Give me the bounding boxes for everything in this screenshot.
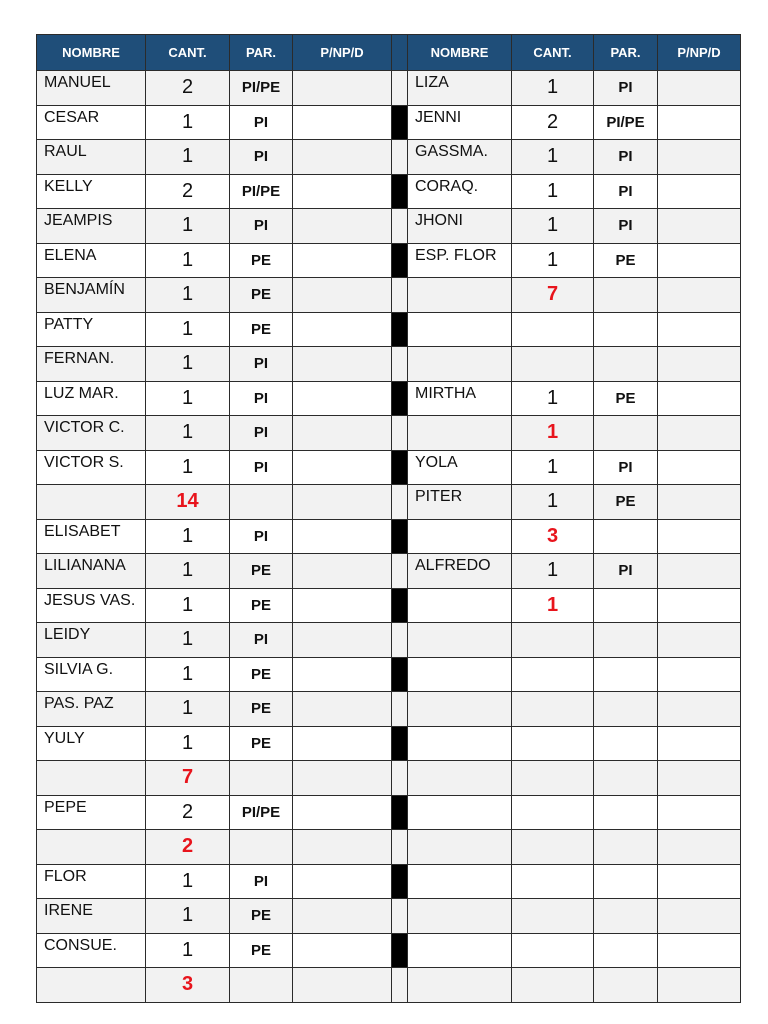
par-cell-right: PI bbox=[594, 140, 658, 175]
name-cell-right bbox=[408, 761, 512, 796]
par-cell-right bbox=[594, 899, 658, 934]
pnpd-cell-left bbox=[293, 864, 392, 899]
par-cell-left: PI bbox=[230, 381, 293, 416]
par-cell-left: PE bbox=[230, 243, 293, 278]
cant-cell-left: 1 bbox=[146, 899, 230, 934]
name-cell-left bbox=[37, 830, 146, 865]
cant-cell-right bbox=[512, 830, 594, 865]
par-cell-left: PE bbox=[230, 899, 293, 934]
par-cell-right bbox=[594, 692, 658, 727]
name-cell-right: LIZA bbox=[408, 71, 512, 106]
separator-cell bbox=[392, 554, 408, 589]
par-cell-right: PI bbox=[594, 209, 658, 244]
table-row bbox=[37, 105, 741, 140]
separator-cell bbox=[392, 692, 408, 727]
name-cell-right bbox=[408, 347, 512, 382]
pnpd-cell-left bbox=[293, 726, 392, 761]
cant-cell-right bbox=[512, 347, 594, 382]
par-cell-left: PE bbox=[230, 588, 293, 623]
name-cell-right: GASSMA. bbox=[408, 140, 512, 175]
header-name-left: NOMBRE bbox=[37, 35, 146, 71]
pnpd-cell-left bbox=[293, 795, 392, 830]
table-row bbox=[37, 174, 741, 209]
name-cell-left: FLOR bbox=[37, 864, 146, 899]
cant-cell-right: 1 bbox=[512, 140, 594, 175]
par-cell-right: PI bbox=[594, 554, 658, 589]
par-cell-right bbox=[594, 278, 658, 313]
table-row bbox=[37, 278, 741, 313]
pnpd-cell-left bbox=[293, 519, 392, 554]
name-cell-right bbox=[408, 312, 512, 347]
header-par-left: PAR. bbox=[230, 35, 293, 71]
name-cell-right: YOLA bbox=[408, 450, 512, 485]
cant-cell-right: 1 bbox=[512, 554, 594, 589]
par-cell-right bbox=[594, 795, 658, 830]
separator-cell bbox=[392, 588, 408, 623]
table-row bbox=[37, 554, 741, 589]
par-cell-right bbox=[594, 588, 658, 623]
name-cell-right bbox=[408, 968, 512, 1003]
cant-cell-left: 1 bbox=[146, 726, 230, 761]
cant-cell-right: 1 bbox=[512, 485, 594, 520]
par-cell-left: PI bbox=[230, 209, 293, 244]
pnpd-cell-right bbox=[658, 347, 741, 382]
name-cell-left: IRENE bbox=[37, 899, 146, 934]
pnpd-cell-left bbox=[293, 209, 392, 244]
header-pnpd-right: P/NP/D bbox=[658, 35, 741, 71]
separator-cell bbox=[392, 312, 408, 347]
separator-cell bbox=[392, 485, 408, 520]
pnpd-cell-right bbox=[658, 692, 741, 727]
separator-cell bbox=[392, 864, 408, 899]
pnpd-cell-left bbox=[293, 347, 392, 382]
cant-cell-right bbox=[512, 726, 594, 761]
par-cell-right: PE bbox=[594, 485, 658, 520]
par-cell-left: PE bbox=[230, 933, 293, 968]
pnpd-cell-right bbox=[658, 968, 741, 1003]
name-cell-right: PITER bbox=[408, 485, 512, 520]
name-cell-right bbox=[408, 278, 512, 313]
par-cell-left: PI bbox=[230, 347, 293, 382]
par-cell-left: PI bbox=[230, 416, 293, 451]
subtotal-cell-right: 1 bbox=[512, 588, 594, 623]
name-cell-right bbox=[408, 657, 512, 692]
name-cell-right bbox=[408, 588, 512, 623]
attendance-sheet-table bbox=[36, 34, 741, 1003]
table-row bbox=[37, 761, 741, 796]
par-cell-left: PI bbox=[230, 450, 293, 485]
name-cell-left: ELENA bbox=[37, 243, 146, 278]
name-cell-left: CESAR bbox=[37, 105, 146, 140]
cant-cell-right bbox=[512, 899, 594, 934]
cant-cell-left: 1 bbox=[146, 243, 230, 278]
pnpd-cell-right bbox=[658, 519, 741, 554]
header-par-right: PAR. bbox=[594, 35, 658, 71]
table-row bbox=[37, 933, 741, 968]
pnpd-cell-left bbox=[293, 243, 392, 278]
par-cell-right: PE bbox=[594, 381, 658, 416]
name-cell-left: LILIANANA bbox=[37, 554, 146, 589]
header-cant-left: CANT. bbox=[146, 35, 230, 71]
name-cell-left bbox=[37, 968, 146, 1003]
cant-cell-right bbox=[512, 692, 594, 727]
pnpd-cell-right bbox=[658, 554, 741, 589]
table-row bbox=[37, 416, 741, 451]
cant-cell-right bbox=[512, 761, 594, 796]
par-cell-left: PI bbox=[230, 105, 293, 140]
name-cell-right: JENNI bbox=[408, 105, 512, 140]
separator-cell bbox=[392, 105, 408, 140]
separator-cell bbox=[392, 899, 408, 934]
table-row bbox=[37, 71, 741, 106]
table-row bbox=[37, 485, 741, 520]
par-cell-right bbox=[594, 830, 658, 865]
par-cell-left: PE bbox=[230, 278, 293, 313]
par-cell-right bbox=[594, 347, 658, 382]
cant-cell-left: 1 bbox=[146, 864, 230, 899]
par-cell-right bbox=[594, 864, 658, 899]
name-cell-left: LEIDY bbox=[37, 623, 146, 658]
cant-cell-left: 1 bbox=[146, 519, 230, 554]
cant-cell-left: 2 bbox=[146, 71, 230, 106]
table-row bbox=[37, 140, 741, 175]
pnpd-cell-right bbox=[658, 105, 741, 140]
name-cell-right bbox=[408, 795, 512, 830]
par-cell-right: PI/PE bbox=[594, 105, 658, 140]
cant-cell-right: 1 bbox=[512, 209, 594, 244]
name-cell-right bbox=[408, 899, 512, 934]
name-cell-right bbox=[408, 726, 512, 761]
name-cell-left: ELISABET bbox=[37, 519, 146, 554]
cant-cell-left: 1 bbox=[146, 623, 230, 658]
name-cell-left: JESUS VAS. bbox=[37, 588, 146, 623]
pnpd-cell-left bbox=[293, 761, 392, 796]
cant-cell-left: 1 bbox=[146, 140, 230, 175]
pnpd-cell-left bbox=[293, 588, 392, 623]
name-cell-left: YULY bbox=[37, 726, 146, 761]
par-cell-right bbox=[594, 519, 658, 554]
separator-cell bbox=[392, 519, 408, 554]
name-cell-right: ESP. FLOR bbox=[408, 243, 512, 278]
par-cell-right: PI bbox=[594, 174, 658, 209]
pnpd-cell-right bbox=[658, 140, 741, 175]
par-cell-left bbox=[230, 485, 293, 520]
pnpd-cell-left bbox=[293, 140, 392, 175]
par-cell-right bbox=[594, 623, 658, 658]
header-name-right: NOMBRE bbox=[408, 35, 512, 71]
separator-cell bbox=[392, 140, 408, 175]
cant-cell-left: 1 bbox=[146, 381, 230, 416]
par-cell-left: PE bbox=[230, 657, 293, 692]
separator-cell bbox=[392, 933, 408, 968]
separator-cell bbox=[392, 381, 408, 416]
subtotal-cell-right: 1 bbox=[512, 416, 594, 451]
pnpd-cell-right bbox=[658, 312, 741, 347]
par-cell-left: PI bbox=[230, 623, 293, 658]
par-cell-left: PI/PE bbox=[230, 174, 293, 209]
name-cell-right bbox=[408, 519, 512, 554]
header-cant-right: CANT. bbox=[512, 35, 594, 71]
separator-cell bbox=[392, 761, 408, 796]
table-row bbox=[37, 692, 741, 727]
cant-cell-right: 1 bbox=[512, 450, 594, 485]
pnpd-cell-left bbox=[293, 312, 392, 347]
pnpd-cell-right bbox=[658, 71, 741, 106]
subtotal-cell-left: 3 bbox=[146, 968, 230, 1003]
cant-cell-right bbox=[512, 864, 594, 899]
pnpd-cell-right bbox=[658, 864, 741, 899]
par-cell-left: PE bbox=[230, 692, 293, 727]
table-row bbox=[37, 657, 741, 692]
name-cell-right bbox=[408, 864, 512, 899]
name-cell-left: CONSUE. bbox=[37, 933, 146, 968]
pnpd-cell-left bbox=[293, 485, 392, 520]
name-cell-right bbox=[408, 623, 512, 658]
pnpd-cell-right bbox=[658, 174, 741, 209]
name-cell-left: PEPE bbox=[37, 795, 146, 830]
pnpd-cell-left bbox=[293, 657, 392, 692]
table-row bbox=[37, 623, 741, 658]
name-cell-left: KELLY bbox=[37, 174, 146, 209]
pnpd-cell-right bbox=[658, 450, 741, 485]
name-cell-right bbox=[408, 933, 512, 968]
name-cell-right: JHONI bbox=[408, 209, 512, 244]
par-cell-left: PE bbox=[230, 726, 293, 761]
name-cell-left: MANUEL bbox=[37, 71, 146, 106]
pnpd-cell-right bbox=[658, 209, 741, 244]
table-row bbox=[37, 726, 741, 761]
name-cell-left: LUZ MAR. bbox=[37, 381, 146, 416]
cant-cell-right bbox=[512, 657, 594, 692]
table-row bbox=[37, 312, 741, 347]
pnpd-cell-left bbox=[293, 830, 392, 865]
pnpd-cell-right bbox=[658, 588, 741, 623]
subtotal-cell-left: 14 bbox=[146, 485, 230, 520]
table-row bbox=[37, 968, 741, 1003]
cant-cell-right: 1 bbox=[512, 71, 594, 106]
par-cell-left: PE bbox=[230, 554, 293, 589]
pnpd-cell-left bbox=[293, 450, 392, 485]
par-cell-right bbox=[594, 657, 658, 692]
pnpd-cell-left bbox=[293, 968, 392, 1003]
name-cell-left: VICTOR S. bbox=[37, 450, 146, 485]
par-cell-right: PI bbox=[594, 71, 658, 106]
par-cell-left: PE bbox=[230, 312, 293, 347]
cant-cell-right: 1 bbox=[512, 243, 594, 278]
name-cell-right: MIRTHA bbox=[408, 381, 512, 416]
cant-cell-right: 1 bbox=[512, 381, 594, 416]
par-cell-right: PI bbox=[594, 450, 658, 485]
pnpd-cell-right bbox=[658, 657, 741, 692]
pnpd-cell-left bbox=[293, 105, 392, 140]
par-cell-left: PI bbox=[230, 140, 293, 175]
cant-cell-left: 1 bbox=[146, 450, 230, 485]
table-row bbox=[37, 588, 741, 623]
name-cell-right: ALFREDO bbox=[408, 554, 512, 589]
par-cell-left bbox=[230, 761, 293, 796]
pnpd-cell-left bbox=[293, 623, 392, 658]
pnpd-cell-left bbox=[293, 416, 392, 451]
header-pnpd-left: P/NP/D bbox=[293, 35, 392, 71]
name-cell-left: JEAMPIS bbox=[37, 209, 146, 244]
table-row bbox=[37, 899, 741, 934]
separator-cell bbox=[392, 795, 408, 830]
table-row bbox=[37, 795, 741, 830]
name-cell-right bbox=[408, 416, 512, 451]
table-row bbox=[37, 864, 741, 899]
name-cell-left: FERNAN. bbox=[37, 347, 146, 382]
cant-cell-left: 1 bbox=[146, 278, 230, 313]
separator-cell bbox=[392, 830, 408, 865]
separator-cell bbox=[392, 278, 408, 313]
cant-cell-right bbox=[512, 312, 594, 347]
separator-cell bbox=[392, 623, 408, 658]
name-cell-right: CORAQ. bbox=[408, 174, 512, 209]
separator-cell bbox=[392, 209, 408, 244]
cant-cell-left: 1 bbox=[146, 588, 230, 623]
cant-cell-left: 1 bbox=[146, 312, 230, 347]
cant-cell-right: 2 bbox=[512, 105, 594, 140]
cant-cell-left: 1 bbox=[146, 933, 230, 968]
cant-cell-left: 1 bbox=[146, 105, 230, 140]
separator-cell bbox=[392, 657, 408, 692]
subtotal-cell-left: 7 bbox=[146, 761, 230, 796]
pnpd-cell-right bbox=[658, 623, 741, 658]
par-cell-right bbox=[594, 933, 658, 968]
pnpd-cell-right bbox=[658, 933, 741, 968]
cant-cell-right bbox=[512, 968, 594, 1003]
header-row bbox=[37, 35, 741, 71]
cant-cell-left: 1 bbox=[146, 692, 230, 727]
pnpd-cell-right bbox=[658, 243, 741, 278]
separator-cell bbox=[392, 174, 408, 209]
pnpd-cell-left bbox=[293, 933, 392, 968]
par-cell-right: PE bbox=[594, 243, 658, 278]
table-row bbox=[37, 519, 741, 554]
pnpd-cell-right bbox=[658, 485, 741, 520]
table-row bbox=[37, 450, 741, 485]
table-row bbox=[37, 243, 741, 278]
subtotal-cell-right: 3 bbox=[512, 519, 594, 554]
par-cell-left bbox=[230, 830, 293, 865]
cant-cell-left: 2 bbox=[146, 174, 230, 209]
table-row bbox=[37, 209, 741, 244]
separator-cell bbox=[392, 243, 408, 278]
par-cell-left bbox=[230, 968, 293, 1003]
pnpd-cell-left bbox=[293, 692, 392, 727]
separator-cell bbox=[392, 71, 408, 106]
cant-cell-left: 1 bbox=[146, 209, 230, 244]
pnpd-cell-left bbox=[293, 554, 392, 589]
pnpd-cell-right bbox=[658, 278, 741, 313]
separator-cell bbox=[392, 347, 408, 382]
subtotal-cell-left: 2 bbox=[146, 830, 230, 865]
cant-cell-left: 1 bbox=[146, 416, 230, 451]
pnpd-cell-left bbox=[293, 71, 392, 106]
name-cell-left: RAUL bbox=[37, 140, 146, 175]
separator-cell bbox=[392, 968, 408, 1003]
cant-cell-right bbox=[512, 623, 594, 658]
par-cell-right bbox=[594, 761, 658, 796]
cant-cell-right: 1 bbox=[512, 174, 594, 209]
par-cell-right bbox=[594, 726, 658, 761]
pnpd-cell-right bbox=[658, 795, 741, 830]
pnpd-cell-left bbox=[293, 174, 392, 209]
pnpd-cell-left bbox=[293, 381, 392, 416]
name-cell-left: PATTY bbox=[37, 312, 146, 347]
cant-cell-right bbox=[512, 795, 594, 830]
par-cell-right bbox=[594, 416, 658, 451]
name-cell-left: PAS. PAZ bbox=[37, 692, 146, 727]
par-cell-left: PI/PE bbox=[230, 795, 293, 830]
cant-cell-left: 1 bbox=[146, 554, 230, 589]
subtotal-cell-right: 7 bbox=[512, 278, 594, 313]
table-row bbox=[37, 347, 741, 382]
separator-cell bbox=[392, 450, 408, 485]
cant-cell-left: 2 bbox=[146, 795, 230, 830]
pnpd-cell-left bbox=[293, 899, 392, 934]
par-cell-left: PI bbox=[230, 864, 293, 899]
pnpd-cell-right bbox=[658, 381, 741, 416]
cant-cell-left: 1 bbox=[146, 657, 230, 692]
par-cell-right bbox=[594, 968, 658, 1003]
pnpd-cell-left bbox=[293, 278, 392, 313]
pnpd-cell-right bbox=[658, 761, 741, 796]
name-cell-left bbox=[37, 761, 146, 796]
cant-cell-right bbox=[512, 933, 594, 968]
pnpd-cell-right bbox=[658, 899, 741, 934]
header-separator bbox=[392, 35, 408, 71]
cant-cell-left: 1 bbox=[146, 347, 230, 382]
pnpd-cell-right bbox=[658, 416, 741, 451]
par-cell-left: PI/PE bbox=[230, 71, 293, 106]
separator-cell bbox=[392, 416, 408, 451]
separator-cell bbox=[392, 726, 408, 761]
par-cell-right bbox=[594, 312, 658, 347]
pnpd-cell-right bbox=[658, 830, 741, 865]
name-cell-right bbox=[408, 830, 512, 865]
name-cell-left: VICTOR C. bbox=[37, 416, 146, 451]
par-cell-left: PI bbox=[230, 519, 293, 554]
table-row bbox=[37, 830, 741, 865]
table-body bbox=[37, 71, 741, 1003]
pnpd-cell-right bbox=[658, 726, 741, 761]
table-row bbox=[37, 381, 741, 416]
name-cell-left: BENJAMÍN bbox=[37, 278, 146, 313]
name-cell-right bbox=[408, 692, 512, 727]
name-cell-left: SILVIA G. bbox=[37, 657, 146, 692]
name-cell-left bbox=[37, 485, 146, 520]
